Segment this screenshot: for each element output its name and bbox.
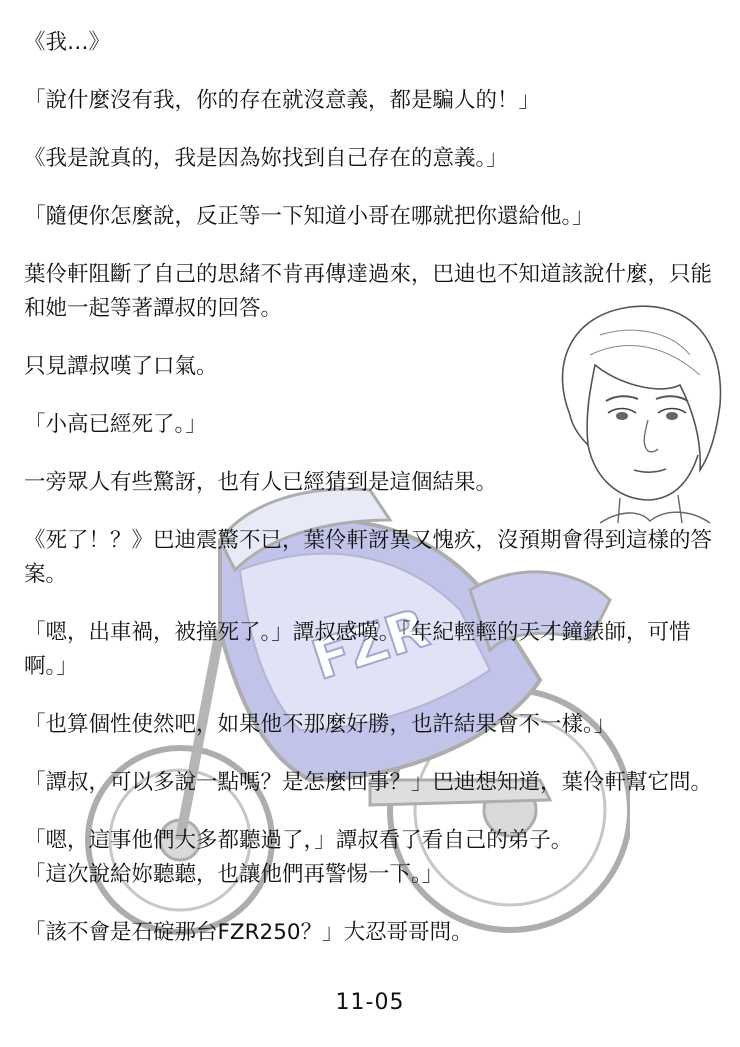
paragraph-14: 「這次說給妳聽聽，也讓他們再警惕一下。」 [24,862,444,887]
paragraph-12: 「譚叔，可以多說一點嗎？是怎麼回事？」巴迪想知道，葉伶軒幫它問。 [24,770,713,795]
paragraph-7: 「小高已經死了。」 [24,412,207,437]
paragraph-1: 《我…》 [24,30,111,55]
paragraph-2: 「說什麼沒有我，你的存在就沒意義，都是騙人的！」 [24,88,541,113]
paragraph-5: 葉伶軒阻斷了自己的思緒不肯再傳達過來，巴迪也不知道該說什麼，只能和她一起等著譚叔的回答。 [24,262,713,321]
paragraph-4: 「隨便你怎麼說，反正等一下知道小哥在哪就把你還給他。」 [24,204,594,229]
paragraph-9: 《死了！？》巴迪震驚不已，葉伶軒訝異又愧疚，沒預期會得到這樣的答案。 [24,528,713,587]
paragraph-3: 《我是說真的，我是因為妳找到自己存在的意義。」 [24,146,508,171]
page-number: 11-05 [335,990,405,1015]
fairing-logo-text: FZR [304,596,436,693]
paragraph-6: 只見譚叔嘆了口氣。 [24,354,218,379]
paragraph-11: 「也算個性使然吧，如果他不那麼好勝，也許結果會不一樣。」 [24,712,616,737]
paragraph-13: 「嗯，這事他們大多都聽過了，」譚叔看了看自己的弟子。 [24,828,573,853]
paragraph-8: 一旁眾人有些驚訝，也有人已經猜到是這個結果。 [24,470,498,495]
paragraph-15: 「該不會是石碇那台FZR250？」大忍哥哥問。 [24,920,473,945]
paragraph-10: 「嗯，出車禍，被撞死了。」譚叔感嘆。「年紀輕輕的天才鐘錶師，可惜啊。」 [24,620,691,679]
story-text [24,26,724,974]
